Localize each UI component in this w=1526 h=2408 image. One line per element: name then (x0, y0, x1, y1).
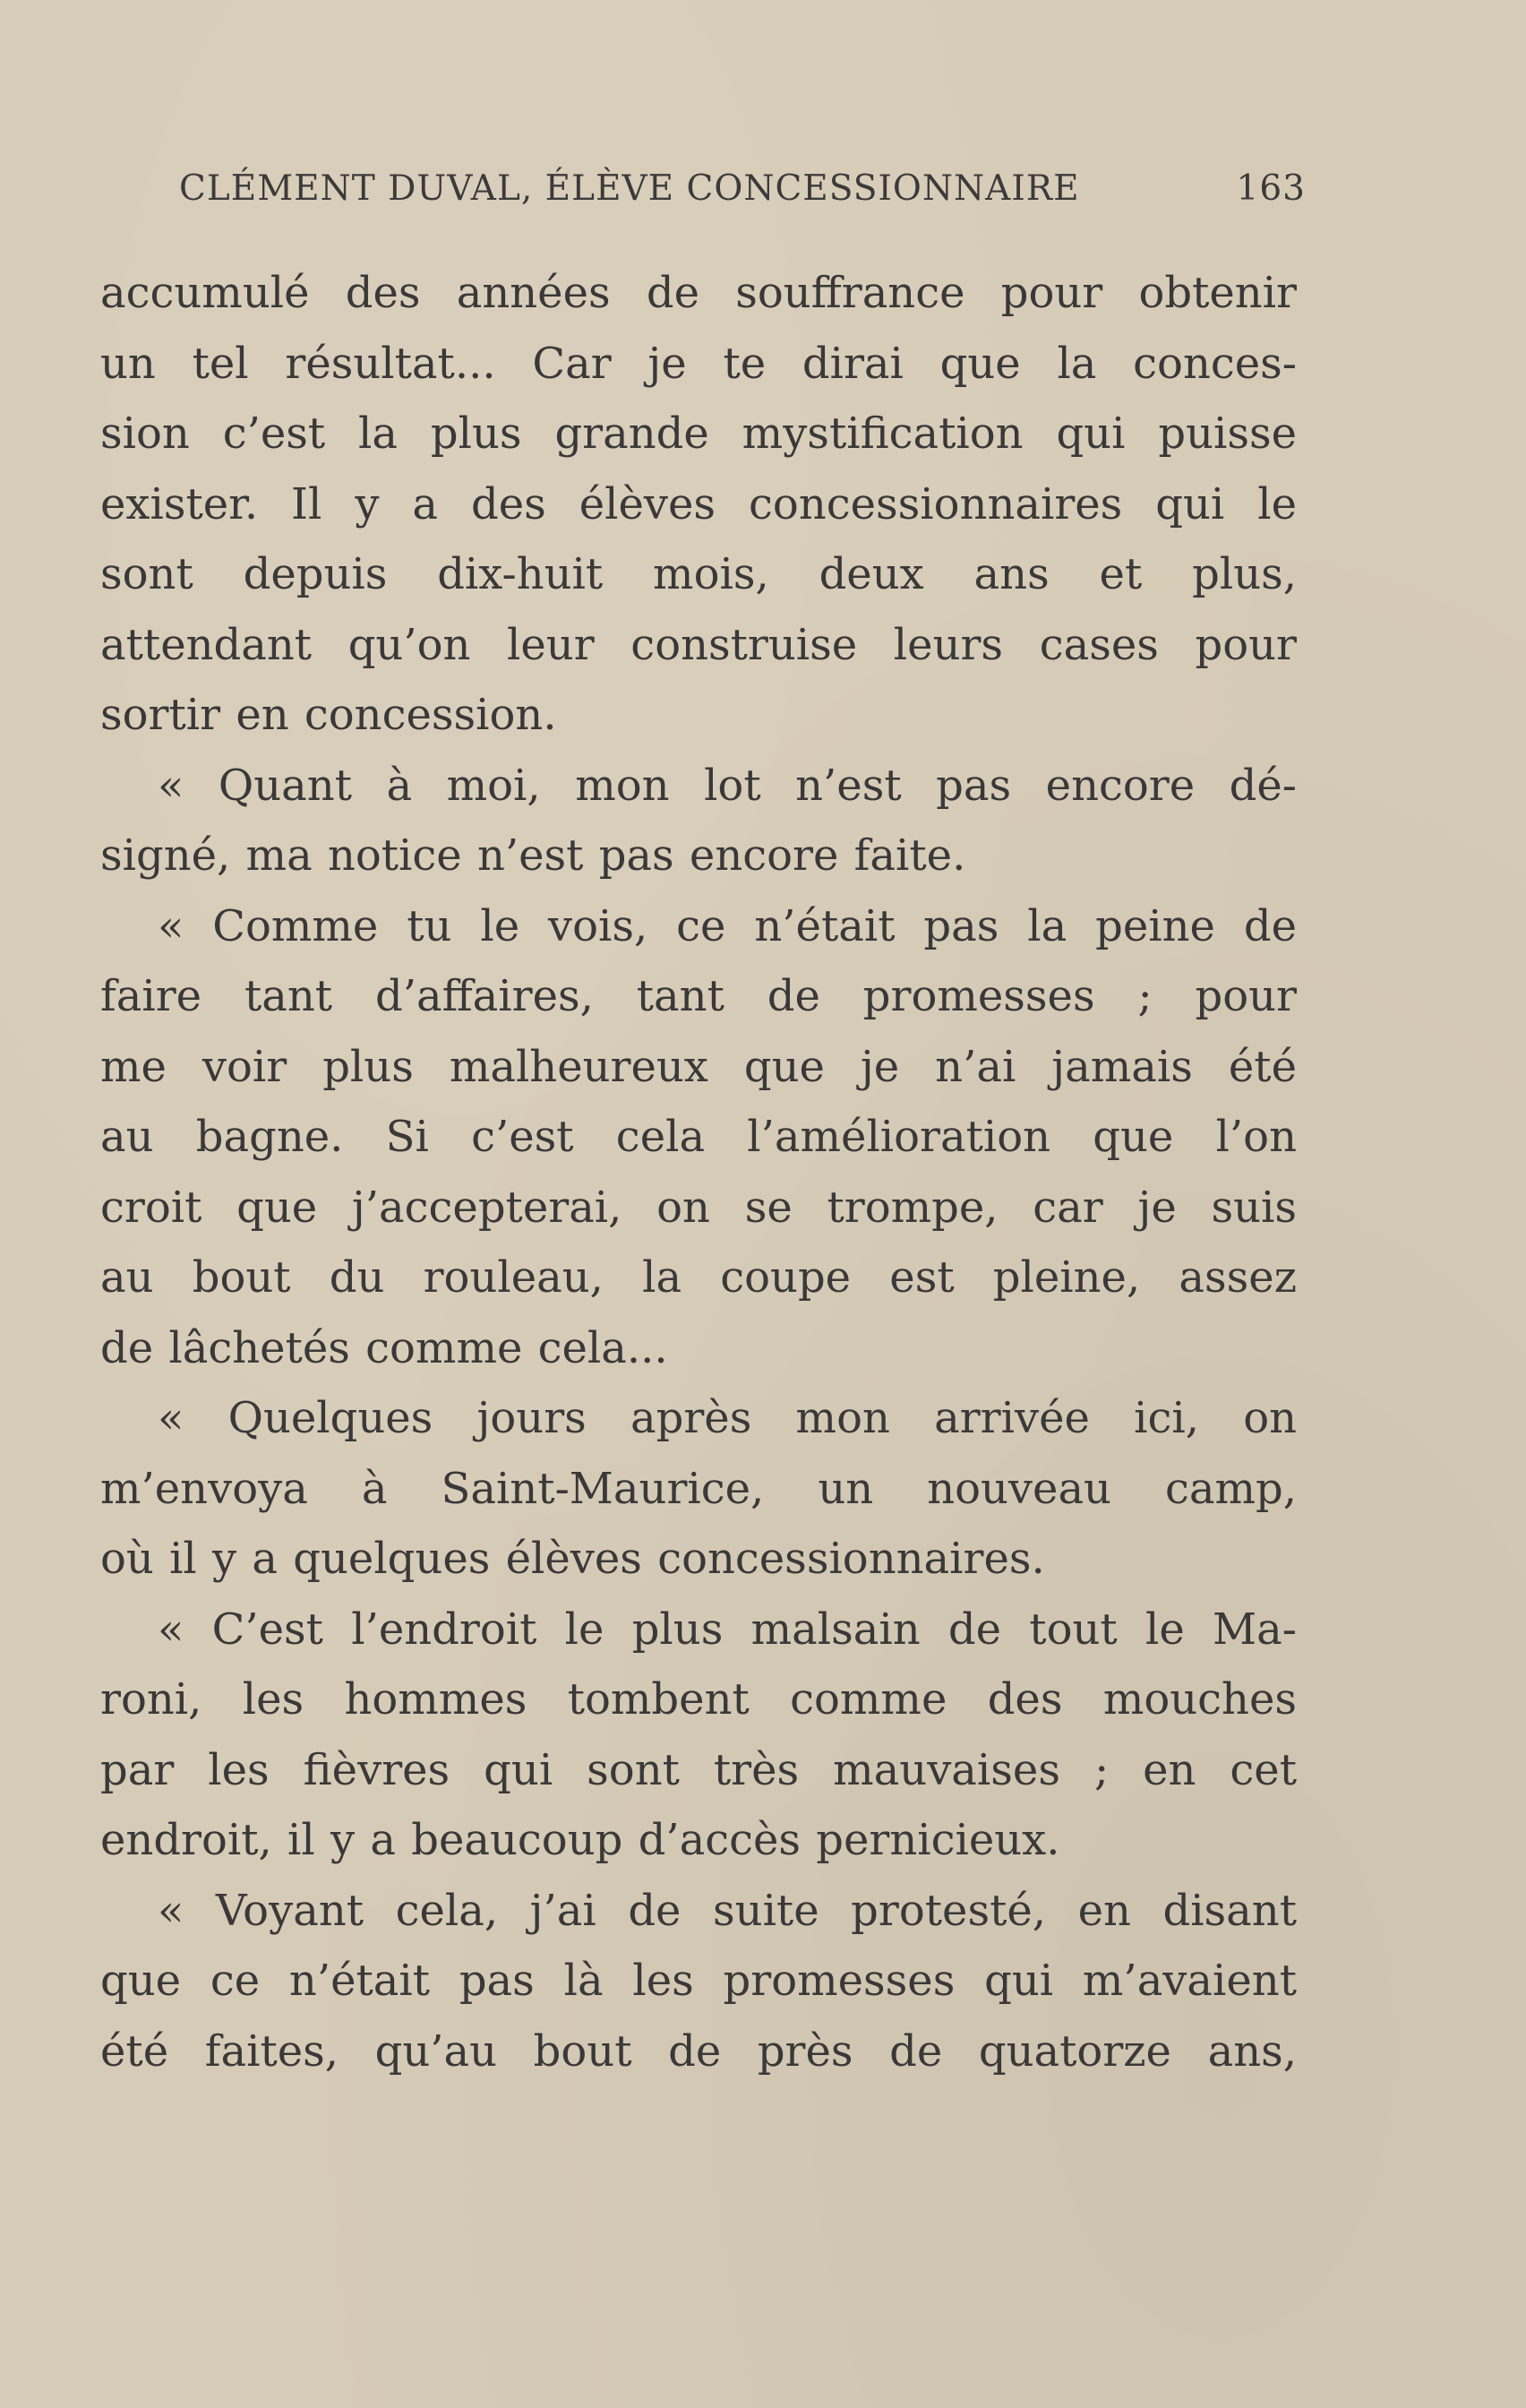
body-text (100, 258, 1297, 2086)
text-line: « C’est l’endroit le plus malsain de tout le Ma- (158, 1604, 1297, 1655)
text-line: au bout du rouleau, la coupe est pleine, assez (100, 1252, 1297, 1303)
text-line: roni, les hommes tombent comme des mouches (100, 1674, 1297, 1724)
text-line: faire tant d’affaires, tant de promesses ; pour (100, 971, 1297, 1021)
text-line: « Voyant cela, j’ai de suite protesté, en disant (158, 1885, 1297, 1936)
running-title: CLÉMENT DUVAL, ÉLÈVE CONCESSIONNAIRE (179, 168, 1080, 209)
text-line: sont depuis dix-huit mois, deux ans et plus, (100, 549, 1297, 599)
text-line: me voir plus malheureux que je n’ai jamais été (100, 1041, 1297, 1092)
text-line: que ce n’était pas là les promesses qui m’avaient (100, 1956, 1297, 2006)
text-line: attendant qu’on leur construise leurs cases pour (100, 619, 1297, 670)
text-line: de lâchetés comme cela... (100, 1322, 668, 1373)
text-line: « Comme tu le vois, ce n’était pas la peine de (158, 900, 1297, 951)
text-line: un tel résultat... Car je te dirai que la conces- (100, 338, 1297, 389)
text-line: au bagne. Si c’est cela l’amélioration que l’on (100, 1112, 1297, 1162)
page-number: 163 (1236, 168, 1306, 209)
text-line: endroit, il y a beaucoup d’accès pernicieux. (100, 1815, 1060, 1865)
text-line: croit que j’accepterai, on se trompe, car je suis (100, 1182, 1297, 1233)
text-line: « Quelques jours après mon arrivée ici, on (158, 1393, 1297, 1443)
running-header (179, 168, 1306, 219)
text-line: sortir en concession. (100, 690, 557, 740)
text-line: sion c’est la plus grande mystification qui puisse (100, 408, 1297, 459)
text-line: exister. Il y a des élèves concessionnaires qui le (100, 478, 1297, 529)
text-line: été faites, qu’au bout de près de quatorze ans, (100, 2025, 1297, 2077)
text-line: où il y a quelques élèves concessionnaires. (100, 1534, 1045, 1584)
text-line: accumulé des années de souffrance pour obtenir (100, 268, 1297, 318)
text-line: par les fièvres qui sont très mauvaises ; en cet (100, 1744, 1297, 1795)
text-line: « Quant à moi, mon lot n’est pas encore dé- (158, 760, 1297, 811)
text-line: signé, ma notice n’est pas encore faite. (100, 830, 966, 881)
text-line: m’envoya à Saint-Maurice, un nouveau camp, (100, 1463, 1297, 1514)
